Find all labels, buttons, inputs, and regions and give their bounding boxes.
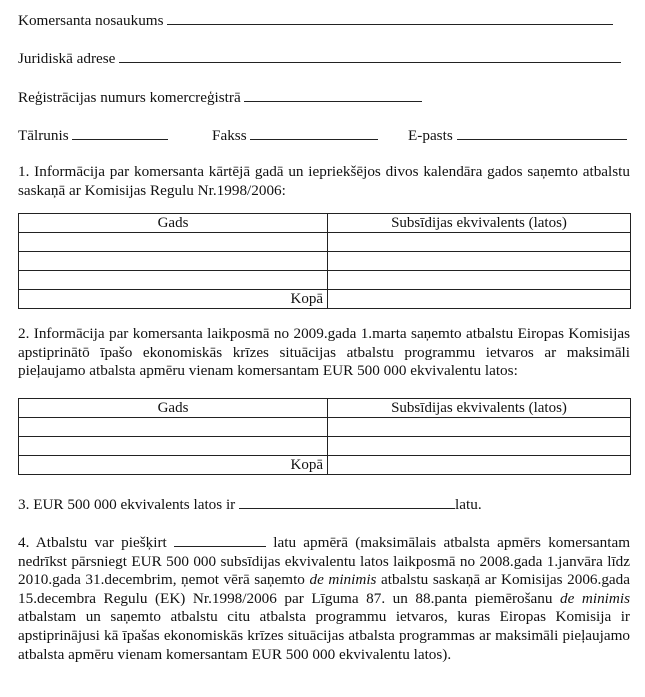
section4-part1: 4. Atbalstu var piešķirt [18, 534, 167, 551]
table-header-row [19, 399, 631, 418]
section2-table [18, 398, 631, 475]
phone-label: Tālrunis [18, 127, 69, 144]
section1-table [18, 213, 631, 309]
aid-amount-input[interactable] [174, 532, 266, 547]
eur-equivalent-input[interactable] [239, 494, 455, 509]
total-value-cell[interactable] [328, 456, 631, 475]
year-cell[interactable] [19, 252, 328, 271]
subsidy-cell[interactable] [328, 418, 631, 437]
total-label: Kopā [19, 290, 328, 309]
subsidy-cell[interactable] [328, 437, 631, 456]
col-subsidy-header: Subsīdijas ekvivalents (latos) [328, 214, 631, 233]
table-row [19, 271, 631, 290]
section4-part3: atbalstu saskaņā ar Komisijas 2006.gada 15.decembra Regulu (EK) Nr.1998/2006 par Līguma 87. un 88.panta piemērošanu [18, 571, 630, 607]
fax-label: Fakss [212, 127, 247, 144]
total-row [19, 456, 631, 475]
subsidy-cell[interactable] [328, 233, 631, 252]
table-row [19, 252, 631, 271]
legal-address-input[interactable] [119, 48, 621, 63]
section4-text [18, 532, 630, 664]
section4-part4: atbalstam un saņemto atbalstu citu atbalsta programmu ietvaros, kuras Eiropas Komisija ir apstiprinājusi kā īpašas ekonomiskās krīzes situācijas atbalsta programmas ar maksimāli pieļaujamo atbalsta apmēru vienam komersantam EUR 500 000 ekvivalentu latos). [18, 608, 630, 663]
total-row [19, 290, 631, 309]
company-name-label: Komersanta nosaukums [18, 12, 164, 29]
company-name-input[interactable] [167, 10, 613, 25]
fax-input[interactable] [250, 125, 378, 140]
company-name-row [18, 10, 613, 30]
legal-address-row [18, 48, 621, 68]
section3-text-after: latu. [455, 496, 482, 513]
year-cell[interactable] [19, 233, 328, 252]
table-row [19, 437, 631, 456]
table-row [19, 233, 631, 252]
total-value-cell[interactable] [328, 290, 631, 309]
email-label: E-pasts [408, 127, 453, 144]
subsidy-cell[interactable] [328, 271, 631, 290]
reg-number-label: Reģistrācijas numurs komercreģistrā [18, 89, 241, 106]
section3-row [18, 494, 482, 514]
table-row [19, 418, 631, 437]
total-label: Kopā [19, 456, 328, 475]
legal-address-label: Juridiskā adrese [18, 50, 116, 67]
reg-number-row [18, 87, 422, 107]
section4-part2: latu apmērā (maksimālais atbalsta apmērs komersantam nedrīkst pārsniegt EUR 500 000 subsīdijas ekvivalentu latos laikposmā no 2008.gada 1.janvāra līdz 2010.gada 31.decembrim, ņemot vērā saņemto [18, 534, 631, 589]
reg-number-input[interactable] [244, 87, 422, 102]
year-cell[interactable] [19, 437, 328, 456]
year-cell[interactable] [19, 271, 328, 290]
col-year-header: Gads [19, 214, 328, 233]
subsidy-cell[interactable] [328, 252, 631, 271]
table-header-row [19, 214, 631, 233]
section4-italic2: de minimis [560, 589, 631, 607]
email-input[interactable] [457, 125, 627, 140]
year-cell[interactable] [19, 418, 328, 437]
col-year-header: Gads [19, 399, 328, 418]
section4-italic1: de minimis [309, 571, 377, 589]
phone-input[interactable] [72, 125, 168, 140]
contact-row [18, 125, 627, 145]
col-subsidy-header: Subsīdijas ekvivalents (latos) [328, 399, 631, 418]
section3-text-before: 3. EUR 500 000 ekvivalents latos ir [18, 496, 236, 513]
section2-text: 2. Informācija par komersanta laikposmā no 2009.gada 1.marta saņemto atbalstu Eiropas Komisijas apstiprinātō īpašo ekonomiskās krīzes situācijas atbalstu programmu ietvaros ar maksimāli pieļaujamo atbalsta apmēru vienam komersantam EUR 500 000 ekvivalentu latos: [18, 325, 630, 380]
section1-text: 1. Informācija par komersanta kārtējā gadā un iepriekšējos divos kalendāra gados saņemto atbalstu saskaņā ar Komisijas Regulu Nr.1998/2006: [18, 163, 630, 199]
